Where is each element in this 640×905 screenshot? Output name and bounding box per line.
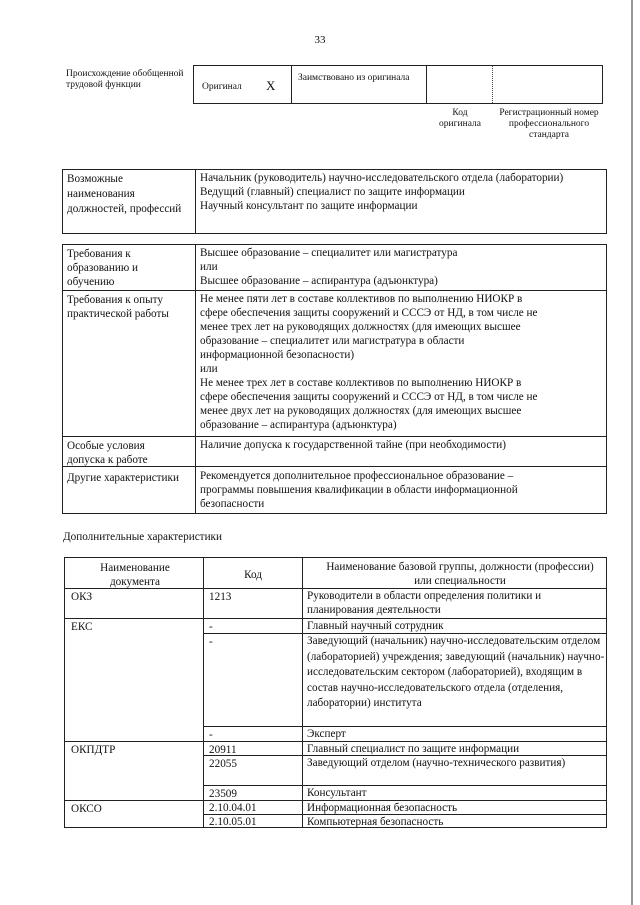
req-line: Высшее образование – специалитет или магистратура [200, 247, 458, 259]
row-doc: ОКЗ [71, 591, 93, 603]
row-code: 23509 [209, 788, 237, 800]
req-line: сфере обеспечения защиты сооружений и СССЭ от НД, в том числе не [200, 307, 538, 319]
origin-label: Происхождение обобщенной трудовой функции [66, 69, 184, 90]
row-code: - [209, 636, 213, 648]
req-line: образование – аспирантура (адъюнктура) [200, 419, 397, 431]
row-code: - [209, 621, 213, 633]
row-name: Руководители в области определения политики и планирования деятельности [307, 590, 542, 616]
positions-table [62, 169, 607, 234]
origin-borrowed-label: Заимствовано из оригинала [298, 73, 410, 83]
page-number: 33 [314, 34, 326, 46]
row-name: Заведующий отделом (научно-технического развития) [307, 757, 566, 769]
additional-table [64, 557, 607, 828]
req-line: Наличие допуска к государственной тайне (при необходимости) [200, 439, 506, 451]
req-line: сфере обеспечения защиты сооружений и СССЭ от НД, в том числе не [200, 391, 538, 403]
req-access-text [200, 438, 600, 452]
req-line: или [200, 261, 218, 273]
origin-code-label: Код оригинала [439, 108, 481, 129]
positions-list [200, 171, 600, 213]
req-line: информационной безопасности) [200, 349, 355, 361]
header-name: Наименование базовой группы, должности (профессии) или специальности [326, 561, 594, 587]
row-doc: ОКПДТР [71, 744, 116, 756]
origin-original-mark: X [266, 78, 276, 93]
row-name: Консультант [307, 787, 367, 799]
origin-box [193, 65, 603, 104]
req-education-text [200, 246, 600, 288]
positions-label: Возможные наименования должностей, профессий [67, 173, 182, 215]
req-experience-text [200, 292, 604, 432]
requirements-table [62, 244, 607, 514]
req-line: Рекомендуется дополнительное профессиональное образование – [200, 470, 514, 482]
position-item: Начальник (руководитель) научно-исследовательского отдела (лаборатории) [200, 172, 564, 184]
origin-reg-label: Регистрационный номер профессионального стандарта [499, 108, 599, 140]
row-name: Главный специалист по защите информации [307, 743, 520, 755]
req-line: безопасности [200, 498, 265, 510]
row-code: 2.10.05.01 [209, 816, 257, 828]
row-code: 2.10.04.01 [209, 802, 257, 814]
req-line: программы повышения квалификации в области информационной [200, 484, 518, 496]
header-code: Код [244, 569, 262, 581]
req-experience-label: Требования к опыту практической работы [67, 294, 169, 320]
req-line: Не менее пяти лет в составе коллективов по выполнению НИОКР в [200, 293, 523, 305]
req-line: Высшее образование – аспирантура (адъюнктура) [200, 275, 438, 287]
req-line: образование – специалитет или магистратура в области [200, 335, 465, 347]
req-line: или [200, 363, 218, 375]
req-line: менее трех лет на руководящих должностях (для имеющих высшее [200, 321, 521, 333]
row-code: 22055 [209, 758, 237, 770]
req-other-text [200, 469, 600, 511]
origin-original-label: Оригинал [202, 82, 242, 92]
row-name: Компьютерная безопасность [307, 816, 444, 828]
position-item: Ведущий (главный) специалист по защите информации [200, 186, 465, 198]
position-item: Научный консультант по защите информации [200, 200, 418, 212]
row-code: 20911 [209, 744, 237, 756]
header-doc: Наименование документа [100, 562, 170, 588]
row-code: - [209, 729, 213, 741]
req-line: менее двух лет на руководящих должностях (для имеющих высшее [200, 405, 522, 417]
req-education-label: Требования к образованию и обучению [67, 248, 139, 288]
row-name: Заведующий (начальник) научно-исследовательским отделом (лабораторией) учреждения; заведующий (начальник) научно-исследовательским сектором (лабораторией), входящим в состав научно-исследовательского отдела (отделения, лаборатории) института [307, 635, 605, 709]
req-other-label: Другие характеристики [67, 472, 179, 484]
row-name: Эксперт [307, 728, 346, 740]
scan-edge [631, 0, 633, 905]
row-code: 1213 [209, 591, 232, 603]
additional-title: Дополнительные характеристики [63, 531, 222, 543]
req-line: Не менее трех лет в составе коллективов по выполнению НИОКР в [200, 377, 522, 389]
row-name: Главный научный сотрудник [307, 620, 444, 632]
row-doc: ОКСО [71, 803, 102, 815]
row-doc: ЕКС [71, 621, 93, 633]
row-name: Информационная безопасность [307, 802, 458, 814]
req-access-label: Особые условия допуска к работе [67, 440, 148, 466]
